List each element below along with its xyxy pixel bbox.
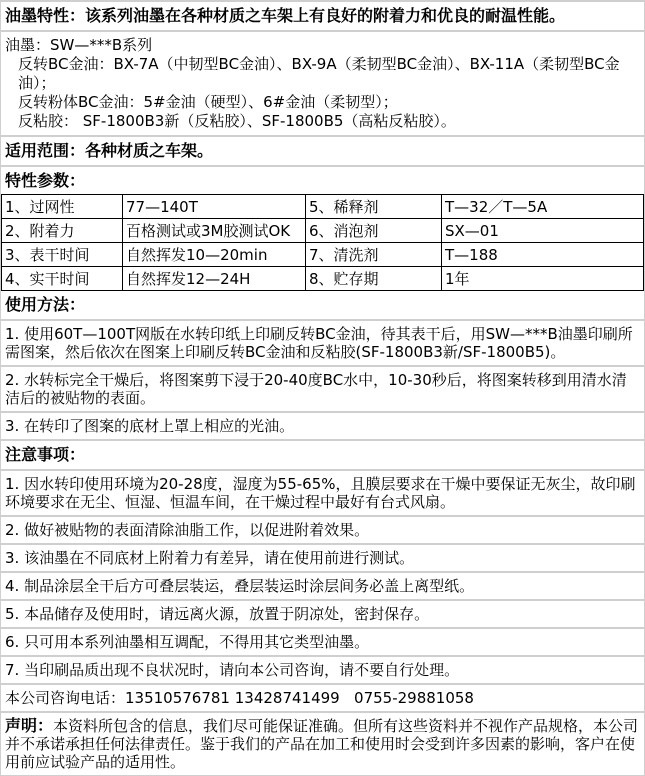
param-label: 8、贮存期 xyxy=(306,267,442,291)
param-value: T—188 xyxy=(442,243,644,267)
contact-phone-line: 本公司咨询电话：13510576781 13428741499 0755-29881058 xyxy=(1,685,644,713)
disclaimer-text: 本资料所包含的信息，我们尽可能保证准确。但所有这些资料并不视作产品规格，本公司并不承诺承担任何法律责任。鉴于我们的产品在加工和使用时会受到许多因素的影响，客户在使用前应试验产品的适用性。 xyxy=(5,717,639,771)
param-label: 1、过网性 xyxy=(2,195,123,219)
table-row xyxy=(2,267,644,291)
param-label: 3、表干时间 xyxy=(2,243,123,267)
disclaimer-section xyxy=(1,713,644,775)
parameters-section xyxy=(1,167,644,291)
usage-step-3: 3. 在转印了图案的底材上罩上相应的光油。 xyxy=(1,413,644,441)
ink-series-line: 油墨：SW—***B系列 xyxy=(5,36,153,54)
precaution-7: 7. 当印刷品质出现不良状况时，请向本公司咨询，请不要自行处理。 xyxy=(1,657,644,685)
param-label: 2、附着力 xyxy=(2,219,123,243)
usage-step-2: 2. 水转标完全干燥后，将图案剪下浸于20-40度BC水中，10-30秒后，将图案转移到用清水清洁后的被贴物的表面。 xyxy=(1,367,644,413)
precaution-2: 2. 做好被贴物的表面清除油脂工作，以促进附着效果。 xyxy=(1,517,644,545)
precaution-6: 6. 只可用本系列油墨相互调配，不得用其它类型油墨。 xyxy=(1,629,644,657)
param-label: 4、实干时间 xyxy=(2,267,123,291)
param-value: 自然挥发12—24H xyxy=(123,267,306,291)
usage-method-title: 使用方法： xyxy=(1,291,644,321)
reverse-powder-bc-gold-oil-line: 反转粉体BC金油：5#金油（硬型）、6#金油（柔韧型）； xyxy=(18,93,398,111)
param-value: 自然挥发10—20min xyxy=(123,243,306,267)
table-row xyxy=(2,243,644,267)
ink-series-section xyxy=(1,32,644,137)
parameters-title: 特性参数： xyxy=(5,171,86,190)
scope-of-application: 适用范围：各种材质之车架。 xyxy=(1,137,644,167)
precautions-title: 注意事项： xyxy=(1,441,644,471)
precaution-3: 3. 该油墨在不同底材上附着力有差异，请在使用前进行测试。 xyxy=(1,545,644,573)
precaution-1: 1. 因水转印使用环境为20-28度，湿度为55-65%，且膜层要求在干燥中要保证无灰尘，故印刷环境要求在无尘、恒湿、恒温车间，在干燥过程中最好有台式风扇。 xyxy=(1,471,644,517)
precaution-4: 4. 制品涂层全干后方可叠层装运，叠层装运时涂层间务必盖上离型纸。 xyxy=(1,573,644,601)
usage-step-1: 1. 使用60T—100T网版在水转印纸上印刷反转BC金油，待其表干后，用SW—***B油墨印刷所需图案，然后依次在图案上印刷反转BC金油和反粘胶(SF-1800B3新/SF-1800B5)。 xyxy=(1,321,644,367)
table-row xyxy=(2,219,644,243)
disclaimer-label: 声明： xyxy=(5,716,54,735)
param-value: SX—01 xyxy=(442,219,644,243)
param-label: 6、消泡剂 xyxy=(306,219,442,243)
ink-characteristics-header: 油墨特性：该系列油墨在各种材质之车架上有良好的附着力和优良的耐温性能。 xyxy=(1,2,644,32)
parameters-table xyxy=(1,194,644,291)
param-label: 5、稀释剂 xyxy=(306,195,442,219)
param-value: 百格测试或3M胶测试OK xyxy=(123,219,306,243)
reverse-bc-gold-oil-line: 反转BC金油：BX-7A（中韧型BC金油）、BX-9A（柔韧型BC金油）、BX-11A（柔韧型BC金油）； xyxy=(18,55,620,92)
precaution-5: 5. 本品储存及使用时，请远离火源，放置于阴凉处，密封保存。 xyxy=(1,601,644,629)
param-value: 1年 xyxy=(442,267,644,291)
param-value: T—32／T—5A xyxy=(442,195,644,219)
table-row xyxy=(2,195,644,219)
anti-adhesive-line: 反粘胶： SF-1800B3新（反粘胶）、SF-1800B5（高粘反粘胶）。 xyxy=(18,112,456,130)
param-value: 77—140T xyxy=(123,195,306,219)
param-label: 7、清洗剂 xyxy=(306,243,442,267)
